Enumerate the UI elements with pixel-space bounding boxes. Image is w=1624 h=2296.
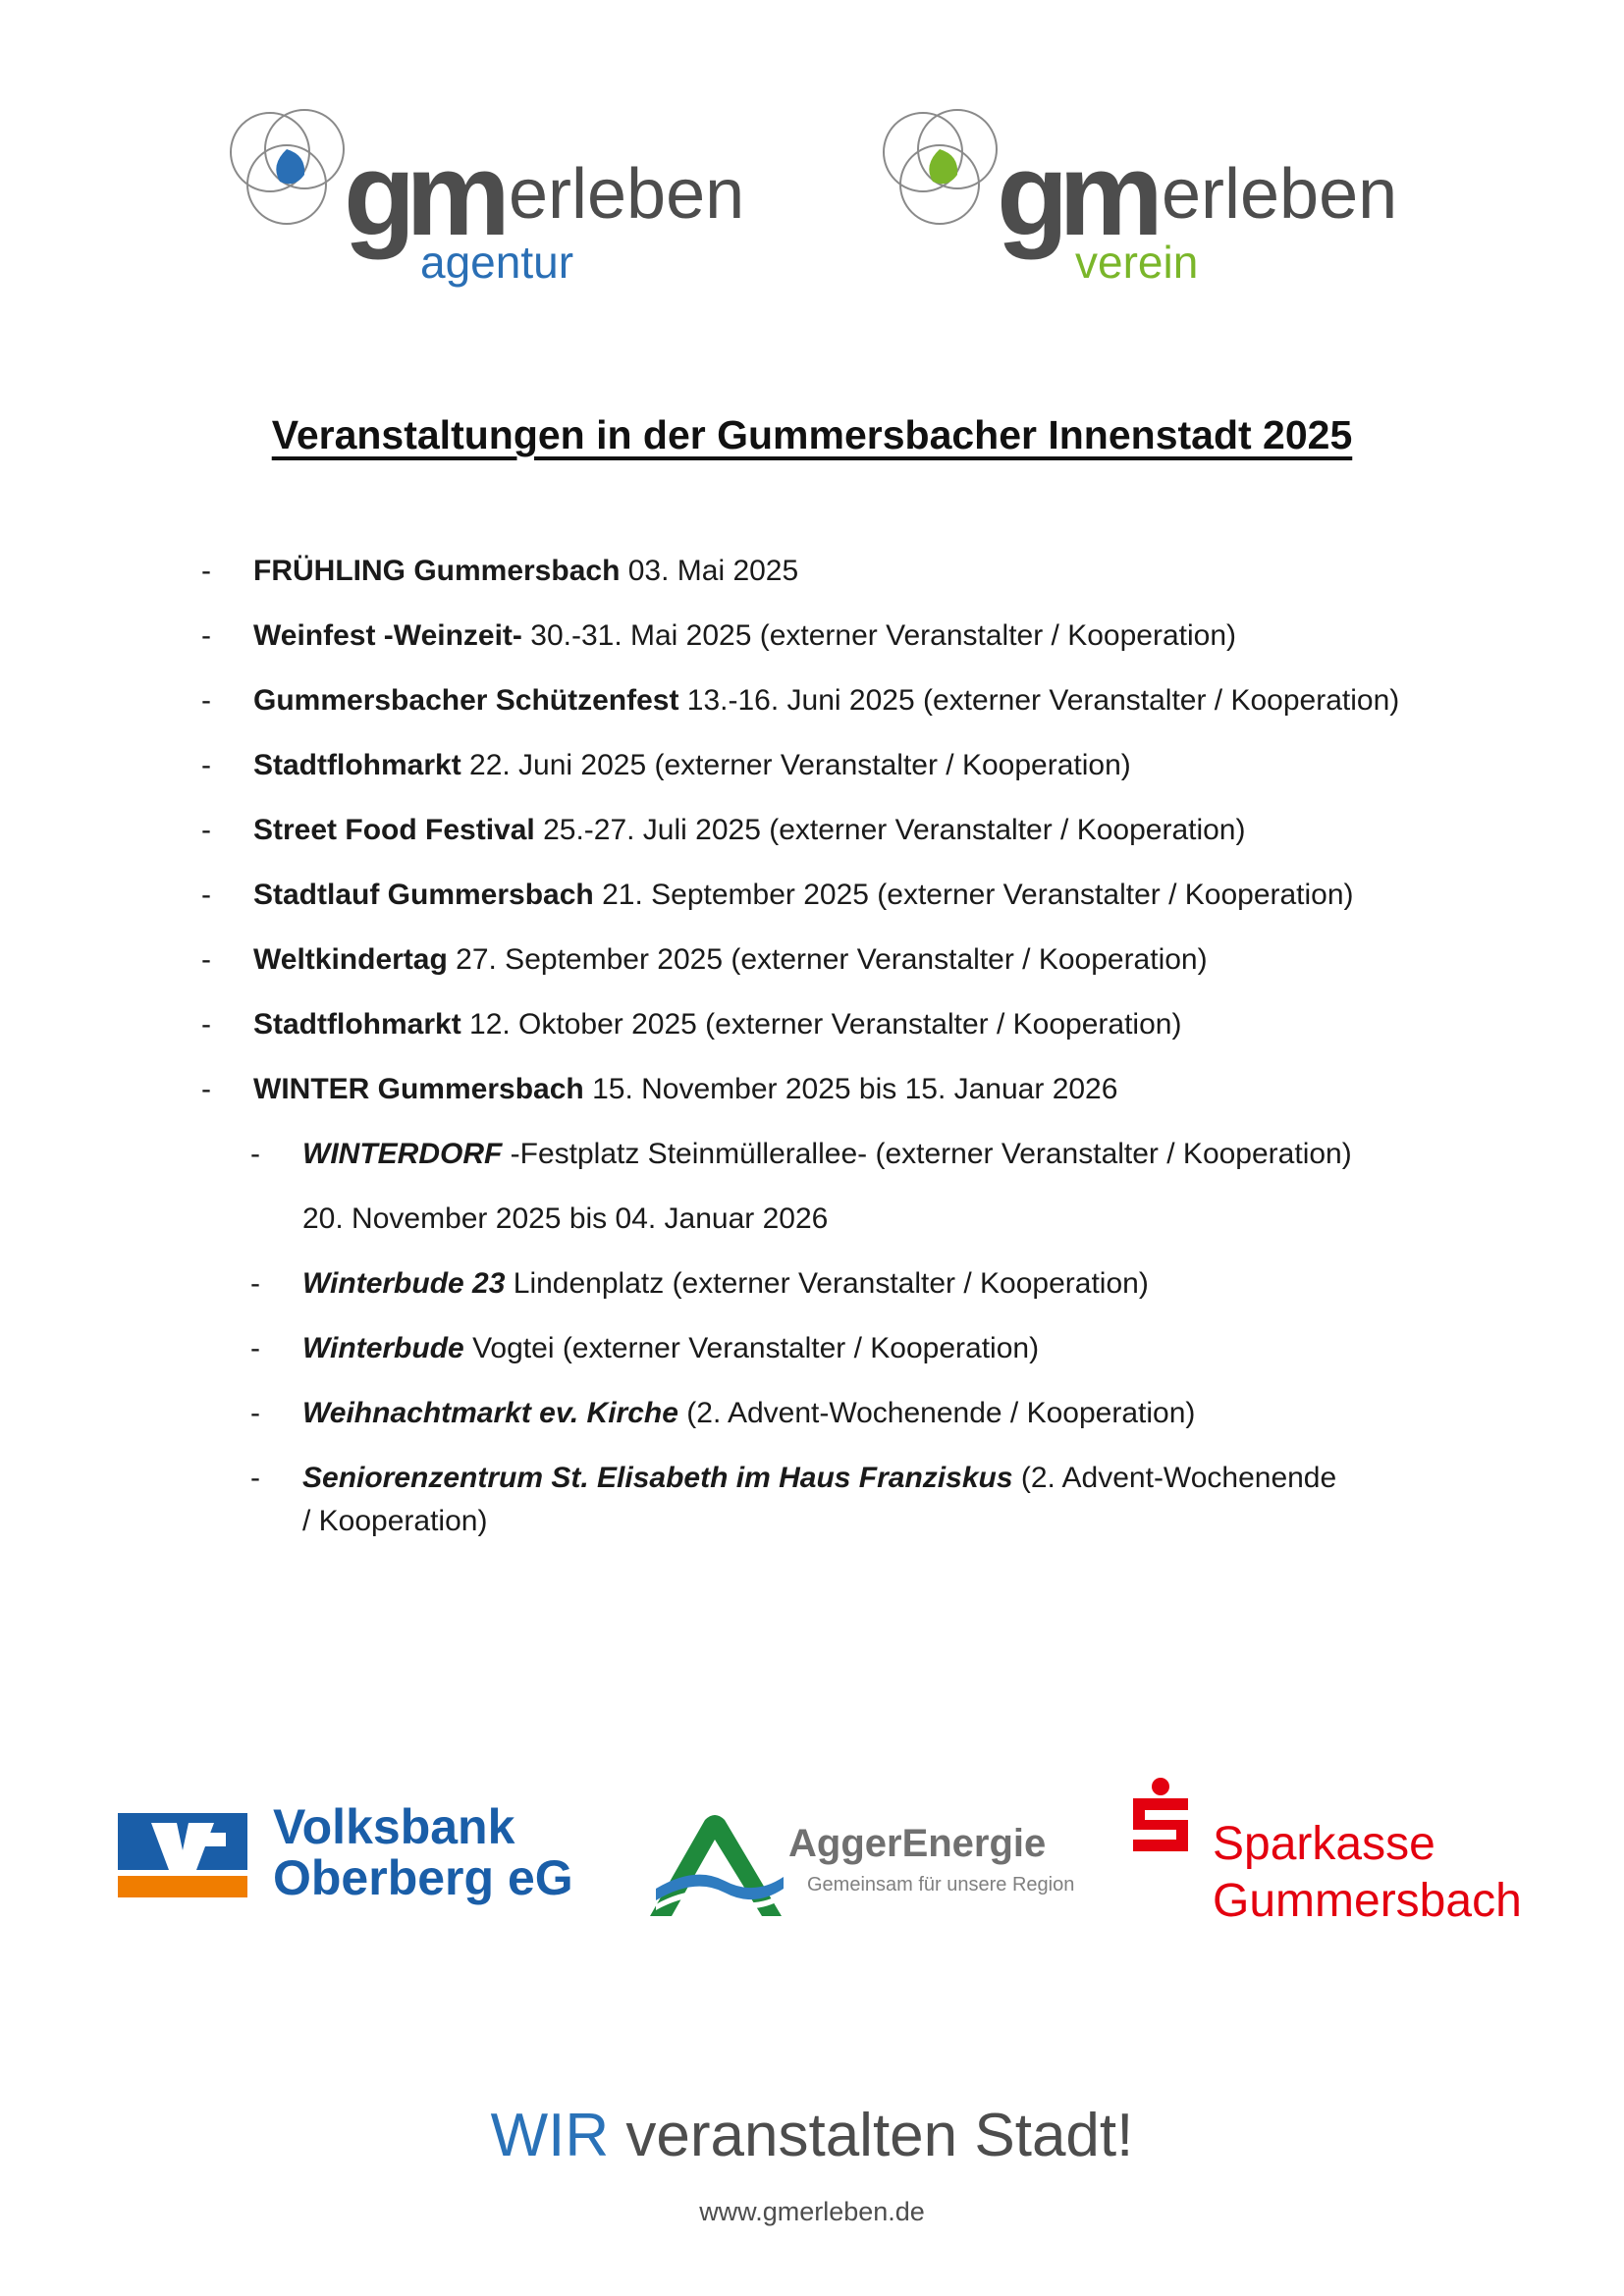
list-item <box>201 809 1478 852</box>
sparkasse-region: Gummersbach <box>1213 1875 1522 1927</box>
list-dash: - <box>201 555 211 587</box>
gmerleben-verein-logo <box>879 108 1399 294</box>
event-name: Street Food Festival <box>253 814 535 846</box>
aggerenergie-logo <box>646 1806 1078 1924</box>
logo-division-text: verein <box>1075 237 1199 288</box>
volksbank-name: Volksbank <box>273 1799 515 1854</box>
list-dash: - <box>201 879 211 911</box>
list-dash: - <box>201 943 211 976</box>
event-name: Weihnachtmarkt ev. Kirche <box>302 1397 678 1429</box>
list-dash: - <box>250 1397 260 1429</box>
sub-list-item <box>250 1262 1478 1306</box>
sub-list-item <box>250 1327 1478 1370</box>
logo-gm-text: gm <box>344 129 501 260</box>
event-name: Weinfest -Weinzeit- <box>253 619 522 652</box>
event-detail: 27. September 2025 (externer Veranstalter / Kooperation) <box>447 943 1208 976</box>
page-title: Veranstaltungen in der Gummersbacher Innenstadt 2025 <box>271 412 1353 457</box>
event-detail: Vogtei (externer Veranstalter / Kooperation) <box>463 1332 1040 1364</box>
event-detail: Lindenplatz (externer Veranstalter / Kooperation) <box>505 1267 1149 1300</box>
list-dash: - <box>250 1267 260 1300</box>
event-detail: 21. September 2025 (externer Veranstalter / Kooperation) <box>593 879 1354 911</box>
event-name: Stadtflohmarkt <box>253 749 461 781</box>
list-dash: - <box>201 1008 211 1041</box>
event-detail: 13.-16. Juni 2025 (externer Veranstalter / Kooperation) <box>678 684 1400 717</box>
sparkasse-s-icon <box>1129 1777 1192 1859</box>
circles-logo-mark-icon <box>879 108 1006 236</box>
list-dash: - <box>201 684 211 717</box>
list-item <box>201 1068 1478 1111</box>
event-name: FRÜHLING Gummersbach <box>253 555 621 587</box>
event-detail: (2. Advent-Wochenende / Kooperation) <box>677 1397 1196 1429</box>
list-item <box>201 679 1478 722</box>
event-name: WINTERDORF <box>302 1138 503 1170</box>
agger-wave-icon <box>646 1806 793 1924</box>
event-list <box>201 550 1478 1565</box>
slogan-highlight: WIR <box>490 2102 610 2169</box>
slogan-rest: veranstalten Stadt! <box>609 2102 1134 2169</box>
event-name: Weltkindertag <box>253 943 448 976</box>
volksbank-mark-icon <box>118 1813 247 1897</box>
list-item <box>201 938 1478 982</box>
circles-logo-mark-icon <box>226 108 353 236</box>
event-detail: (2. Advent-Wochenende / Kooperation) <box>302 1462 1337 1537</box>
event-detail: 30.-31. Mai 2025 (externer Veranstalter / Kooperation) <box>521 619 1236 652</box>
slogan <box>0 2102 1624 2169</box>
list-dash: - <box>201 814 211 846</box>
event-name: Seniorenzentrum St. Elisabeth im Haus Franziskus <box>302 1462 1013 1494</box>
event-detail: 22. Juni 2025 (externer Veranstalter / Kooperation) <box>460 749 1131 781</box>
event-name: Stadtlauf Gummersbach <box>253 879 594 911</box>
list-item <box>201 614 1478 658</box>
list-item <box>201 874 1478 917</box>
event-detail: 15. November 2025 bis 15. Januar 2026 <box>583 1073 1118 1105</box>
list-dash: - <box>201 749 211 781</box>
list-dash: - <box>250 1462 260 1494</box>
volksbank-logo <box>118 1801 609 1909</box>
logo-division-text: agentur <box>420 237 574 288</box>
event-detail: 25.-27. Juli 2025 (externer Veranstalter / Kooperation) <box>534 814 1246 846</box>
agger-tagline: Gemeinsam für unsere Region <box>807 1874 1075 1896</box>
event-name: Winterbude 23 <box>302 1267 506 1300</box>
list-item <box>201 1003 1478 1046</box>
sparkasse-logo <box>1129 1777 1561 1927</box>
list-dash: - <box>250 1138 260 1170</box>
logo-erleben-text: erleben <box>509 155 745 234</box>
list-dash: - <box>201 1073 211 1105</box>
agger-name: AggerEnergie <box>788 1822 1047 1865</box>
list-item <box>201 550 1478 593</box>
logo-gm-text: gm <box>997 129 1154 260</box>
event-name: WINTER Gummersbach <box>253 1073 584 1105</box>
sub-list-item <box>250 1133 1478 1241</box>
gmerleben-agentur-logo <box>226 108 746 294</box>
sub-list-item <box>250 1457 1343 1543</box>
event-detail: 03. Mai 2025 <box>620 555 799 587</box>
event-date-range: 20. November 2025 bis 04. Januar 2026 <box>302 1202 829 1235</box>
event-detail: 12. Oktober 2025 (externer Veranstalter / Kooperation) <box>460 1008 1182 1041</box>
sparkasse-name: Sparkasse <box>1213 1818 1435 1870</box>
sub-list-item <box>250 1392 1478 1435</box>
list-dash: - <box>250 1332 260 1364</box>
logo-erleben-text: erleben <box>1162 155 1398 234</box>
event-name: Stadtflohmarkt <box>253 1008 461 1041</box>
event-name: Winterbude <box>302 1332 464 1364</box>
list-dash: - <box>201 619 211 652</box>
website-link[interactable]: www.gmerleben.de <box>699 2197 925 2226</box>
volksbank-region: Oberberg eG <box>273 1850 573 1905</box>
event-name: Gummersbacher Schützenfest <box>253 684 679 717</box>
event-detail: -Festplatz Steinmüllerallee- (externer Veranstalter / Kooperation) <box>502 1138 1352 1170</box>
list-item <box>201 744 1478 787</box>
